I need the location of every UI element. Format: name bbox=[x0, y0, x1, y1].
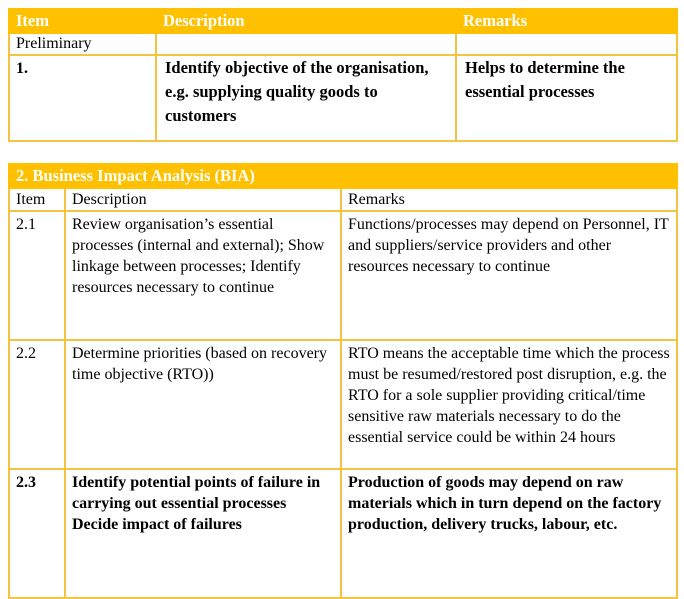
header-description: Description bbox=[156, 9, 456, 33]
table-row bbox=[9, 469, 677, 598]
row-description: Review organisation’s essential processes (internal and external); Show linkage between processes; Identify resources necessary to continue bbox=[65, 211, 341, 340]
table-header-row bbox=[9, 9, 677, 33]
row-remarks: RTO means the acceptable time which the process must be resumed/restored post disruption, e.g. the RTO for a sole supplier providing critical/time sensitive raw materials necessary to do the essential service could be within 24 hours bbox=[341, 340, 677, 469]
table-row bbox=[9, 55, 677, 141]
header-item: Item bbox=[9, 188, 65, 211]
header-remarks: Remarks bbox=[456, 9, 677, 33]
description-line: Decide impact of failures bbox=[72, 516, 242, 533]
empty-cell bbox=[156, 33, 456, 55]
row-description bbox=[65, 469, 341, 598]
row-item: 2.3 bbox=[9, 469, 65, 598]
bia-title-row bbox=[9, 164, 677, 188]
preliminary-label: Preliminary bbox=[9, 33, 156, 55]
row-item: 1. bbox=[9, 55, 156, 141]
row-description: Identify objective of the organisation, e.g. supplying quality goods to customers bbox=[156, 55, 456, 141]
row-item: 2.2 bbox=[9, 340, 65, 469]
row-remarks: Helps to determine the essential processes bbox=[456, 55, 677, 141]
row-description: Determine priorities (based on recovery time objective (RTO)) bbox=[65, 340, 341, 469]
row-item: 2.1 bbox=[9, 211, 65, 340]
empty-cell bbox=[456, 33, 677, 55]
bia-header-row bbox=[9, 188, 677, 211]
header-remarks: Remarks bbox=[341, 188, 677, 211]
table-row bbox=[9, 340, 677, 469]
header-description: Description bbox=[65, 188, 341, 211]
bia-table bbox=[8, 163, 678, 599]
header-item: Item bbox=[9, 9, 156, 33]
bia-title: 2. Business Impact Analysis (BIA) bbox=[9, 164, 677, 188]
preliminary-row bbox=[9, 33, 677, 55]
row-remarks: Functions/processes may depend on Personnel, IT and suppliers/service providers and other resources necessary to continue bbox=[341, 211, 677, 340]
preliminary-table bbox=[8, 8, 678, 142]
table-row bbox=[9, 211, 677, 340]
description-line: Identify potential points of failure in carrying out essential processes bbox=[72, 474, 321, 512]
row-remarks: Production of goods may depend on raw materials which in turn depend on the factory production, delivery trucks, labour, etc. bbox=[341, 469, 677, 598]
